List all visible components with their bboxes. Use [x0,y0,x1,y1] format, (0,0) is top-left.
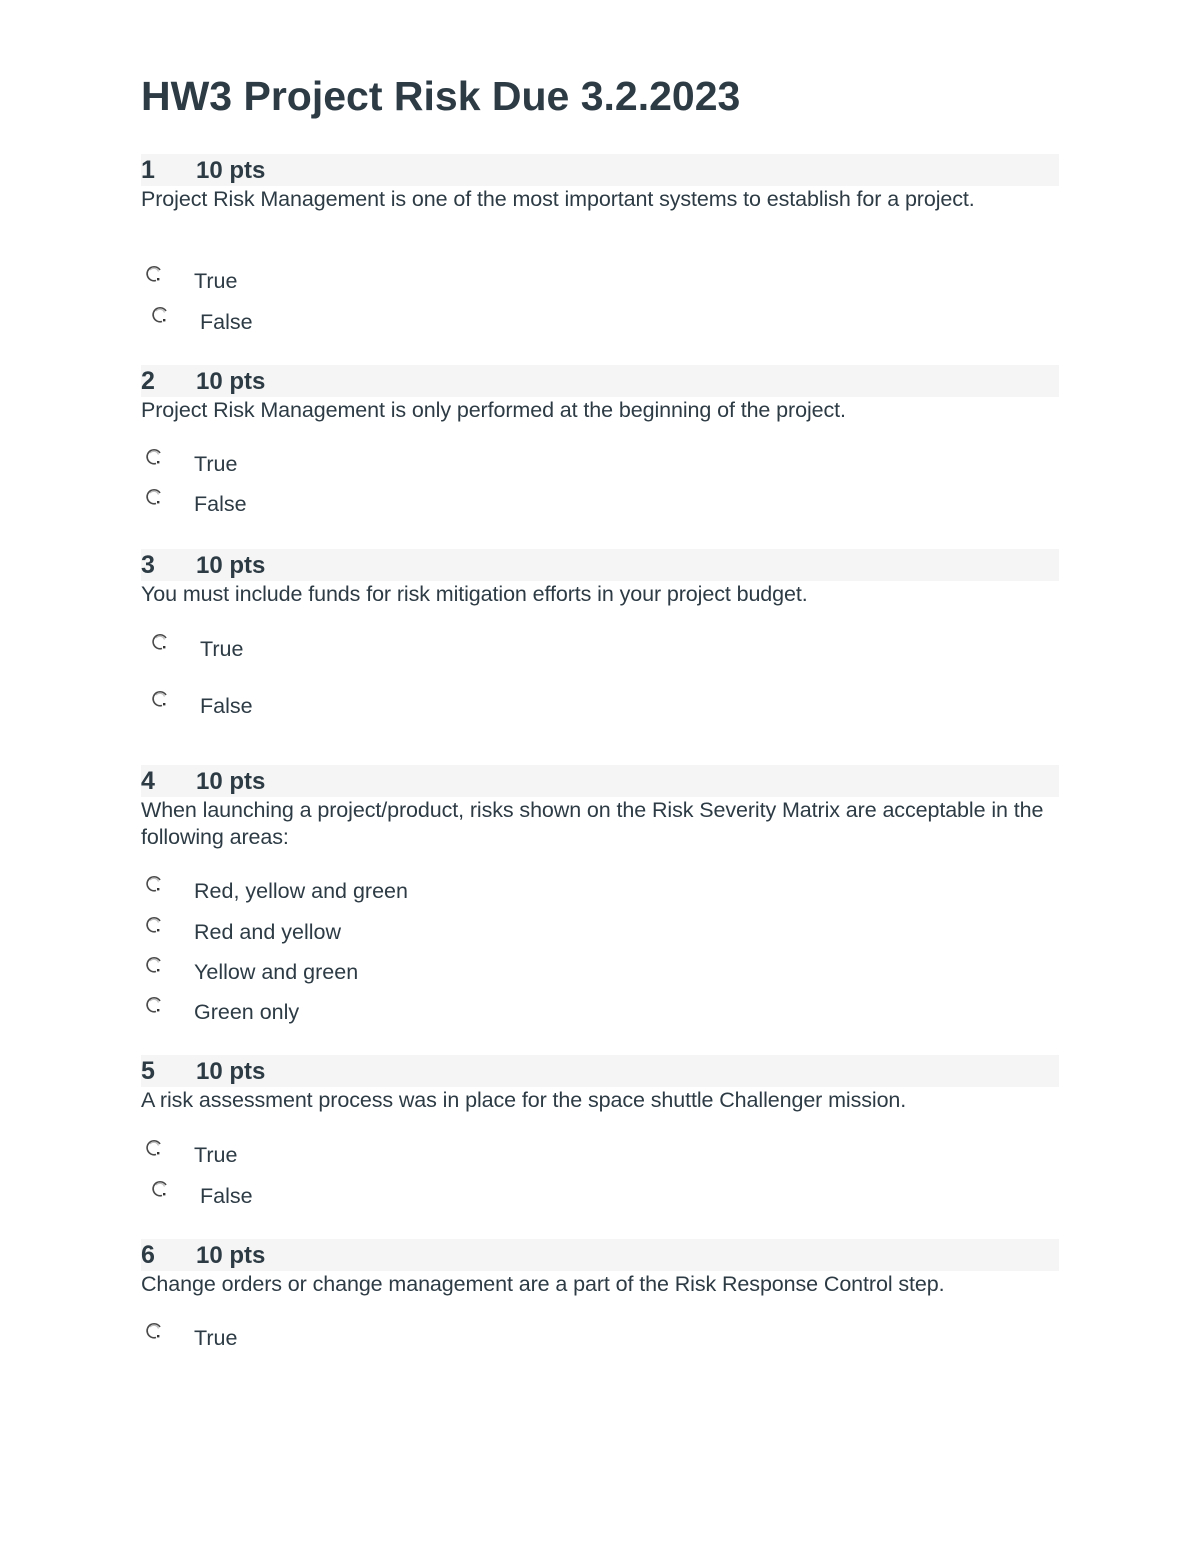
question-text: Change orders or change management are a part of the Risk Response Control step. [141,1272,945,1296]
question-5 [141,1055,1059,1114]
answer-option-3[interactable] [141,955,741,983]
answer-option-1[interactable] [141,874,741,902]
answer-option-true[interactable] [141,264,741,292]
answer-label: Green only [194,1000,300,1024]
radio-button-icon[interactable] [144,487,164,507]
question-number: 2 [141,367,155,395]
answer-option-true[interactable] [141,632,741,660]
question-header [141,365,1059,397]
answer-label: True [194,269,238,293]
answer-label: False [200,1184,253,1208]
answer-label: True [200,637,244,661]
answer-option-true[interactable] [141,447,741,475]
question-number: 6 [141,1241,155,1269]
answer-option-4[interactable] [141,995,741,1023]
radio-button-icon[interactable] [150,305,170,325]
radio-button-icon[interactable] [144,995,164,1015]
question-points: 10 pts [196,1058,266,1085]
radio-button-icon[interactable] [150,689,170,709]
question-points: 10 pts [196,768,266,795]
answer-label: False [200,310,253,334]
question-text: You must include funds for risk mitigation efforts in your project budget. [141,582,808,606]
question-number: 5 [141,1057,155,1085]
question-number: 4 [141,767,155,795]
question-header [141,1055,1059,1087]
question-6 [141,1239,1059,1298]
answer-label: Yellow and green [194,960,359,984]
answer-label: True [194,1326,238,1350]
radio-button-icon[interactable] [144,447,164,467]
quiz-title: HW3 Project Risk Due 3.2.2023 [141,73,741,119]
question-header [141,154,1059,186]
radio-button-icon[interactable] [144,264,164,284]
question-header [141,549,1059,581]
question-text: When launching a project/product, risks shown on the Risk Severity Matrix are acceptable in the following areas: [141,798,1044,849]
question-header [141,1239,1059,1271]
answer-label: True [194,452,238,476]
answer-option-true[interactable] [141,1321,741,1349]
answer-option-false[interactable] [141,689,741,717]
question-2 [141,365,1059,424]
question-text: Project Risk Management is only performed at the beginning of the project. [141,398,846,422]
answer-label: Red and yellow [194,920,342,944]
question-points: 10 pts [196,552,266,579]
question-3 [141,549,1059,608]
radio-button-icon[interactable] [144,1138,164,1158]
question-number: 3 [141,551,155,579]
answer-label: False [194,492,247,516]
answer-option-false[interactable] [141,1179,741,1207]
answer-option-false[interactable] [141,305,741,333]
radio-button-icon[interactable] [144,874,164,894]
answer-label: True [194,1143,238,1167]
question-header [141,765,1059,797]
answer-label: Red, yellow and green [194,879,408,903]
question-number: 1 [141,156,155,184]
question-points: 10 pts [196,157,266,184]
answer-label: False [200,694,253,718]
radio-button-icon[interactable] [150,1179,170,1199]
question-text: Project Risk Management is one of the most important systems to establish for a project. [141,187,975,211]
question-4 [141,765,1059,851]
radio-button-icon[interactable] [144,1321,164,1341]
question-1 [141,154,1059,213]
question-points: 10 pts [196,1242,266,1269]
answer-option-true[interactable] [141,1138,741,1166]
answer-option-2[interactable] [141,915,741,943]
radio-button-icon[interactable] [150,632,170,652]
question-points: 10 pts [196,368,266,395]
question-text: A risk assessment process was in place for the space shuttle Challenger mission. [141,1088,907,1112]
answer-option-false[interactable] [141,487,741,515]
radio-button-icon[interactable] [144,915,164,935]
radio-button-icon[interactable] [144,955,164,975]
